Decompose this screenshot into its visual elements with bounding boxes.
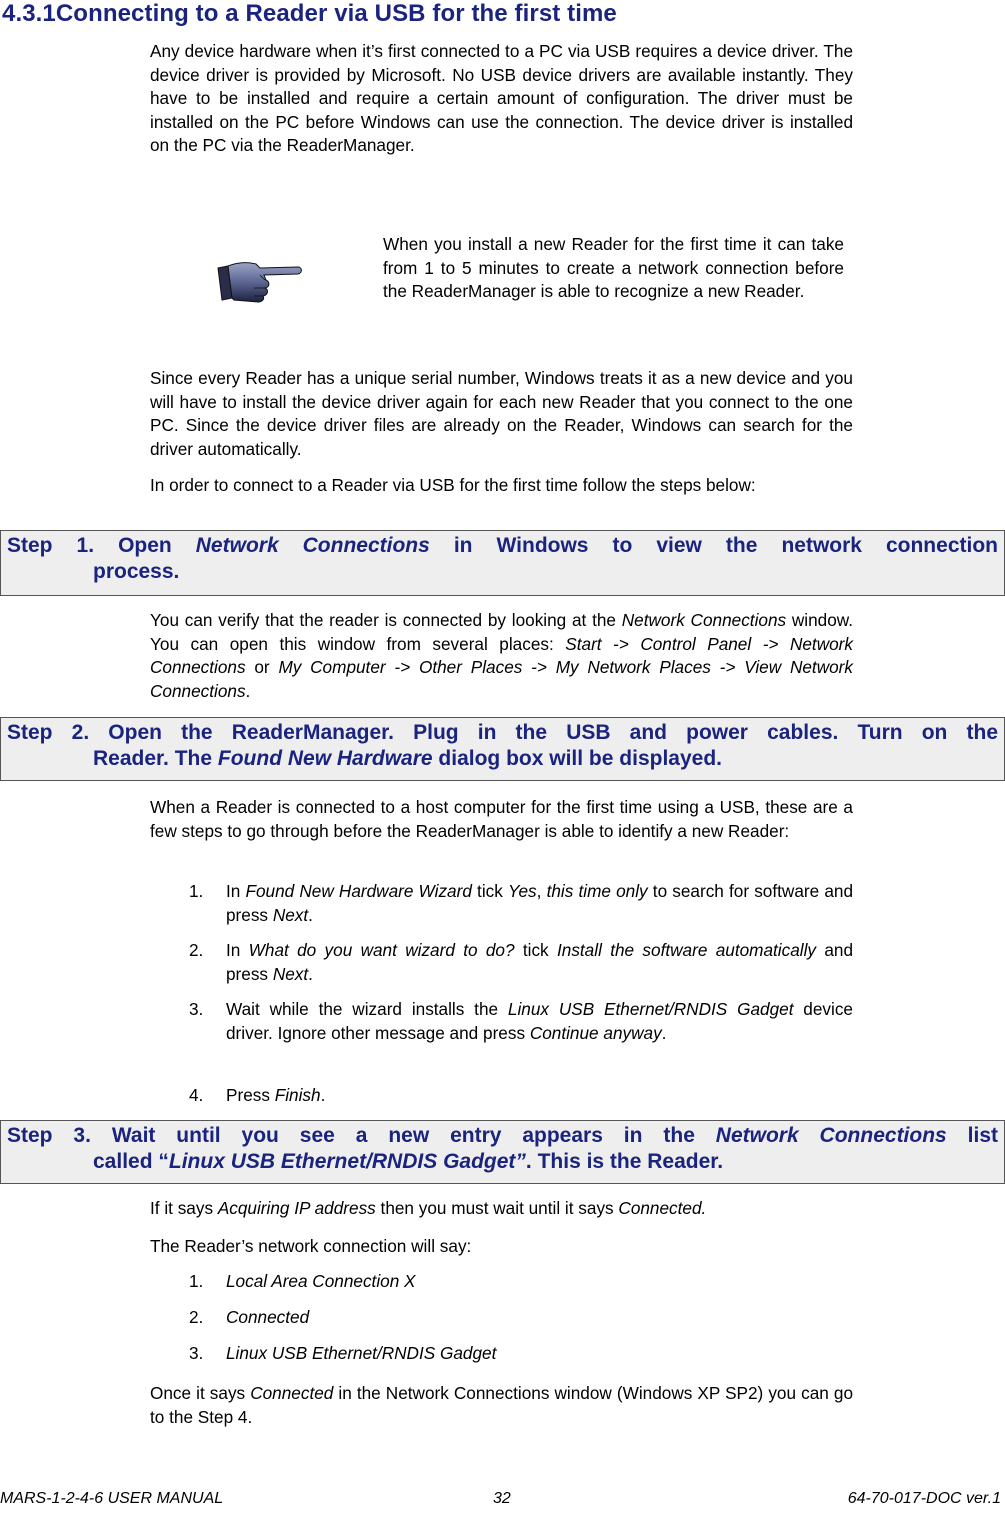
list-item: 2. In What do you want wizard to do? tick Install the software automatically and press Next.	[189, 940, 854, 984]
note-text: When you install a new Reader for the first time it can take from 1 to 5 minutes to create a network connection before the ReaderManager is able to recognize a new Reader.	[383, 234, 844, 301]
step-2-body: When a Reader is connected to a host computer for the first time using a USB, these are a few steps to go through before the ReaderManager is able to identify a new Reader:	[150, 797, 853, 841]
serial-number-paragraph: Since every Reader has a unique serial number, Windows treats it as a new device and you will have to install the device driver again for each new Reader that you connect to the one PC. Since the device driver files are already on the Reader, Windows can search for the driver automatically.	[150, 368, 853, 459]
step-2-heading: Step 2. Open the ReaderManager. Plug in the USB and power cables. Turn on the Reader. The Found New Hardware dialog box will be displayed.	[0, 717, 1005, 781]
list-item: 1. In Found New Hardware Wizard tick Yes, this time only to search for software and press Next.	[189, 881, 853, 925]
list-item: 1. Local Area Connection X	[189, 1271, 416, 1291]
step-1-heading: Step 1. Open Network Connections in Windows to view the network connection process.	[0, 530, 1005, 596]
footer-document-code: 64-70-017-DOC ver.1	[847, 1490, 1001, 1507]
step-3-body-2: The Reader’s network connection will say:	[150, 1236, 472, 1256]
list-item: 2. Connected	[189, 1307, 310, 1327]
list-item: 3. Linux USB Ethernet/RNDIS Gadget	[189, 1343, 497, 1363]
footer-document-title: MARS-1-2-4-6 USER MANUAL	[0, 1490, 224, 1507]
section-heading: 4.3.1Connecting to a Reader via USB for the first time	[2, 0, 617, 27]
steps-intro-paragraph: In order to connect to a Reader via USB for the first time follow the steps below:	[150, 475, 756, 495]
step-1-body: You can verify that the reader is connected by looking at the Network Connections window. You can open this window from several places: Start -> Control Panel -> Network Connections or My Computer -> Other Places -> My Network Places -> View Network Connections.	[150, 610, 854, 701]
step-3-heading: Step 3. Wait until you see a new entry appears in the Network Connections list called “Linux USB Ethernet/RNDIS Gadget”. This is the Reader.	[0, 1120, 1005, 1184]
step-3-closing: Once it says Connected in the Network Connections window (Windows XP SP2) you can go to the Step 4.	[150, 1383, 854, 1427]
step-3-body: If it says Acquiring IP address then you must wait until it says Connected.	[150, 1198, 707, 1218]
pointing-hand-icon	[214, 254, 304, 306]
footer-page-number: 32	[493, 1490, 511, 1507]
list-item: 3. Wait while the wizard installs the Linux USB Ethernet/RNDIS Gadget device driver. Ignore other message and press Continue anyway.	[189, 999, 853, 1043]
intro-paragraph: Any device hardware when it’s first connected to a PC via USB requires a device driver. The device driver is provided by Microsoft. No USB device drivers are available instantly. They have to be installed and require a certain amount of configuration. The driver must be installed on the PC before Windows can use the connection. The device driver is installed on the PC via the ReaderManager.	[150, 41, 853, 155]
list-item: 4. Press Finish.	[189, 1085, 326, 1105]
